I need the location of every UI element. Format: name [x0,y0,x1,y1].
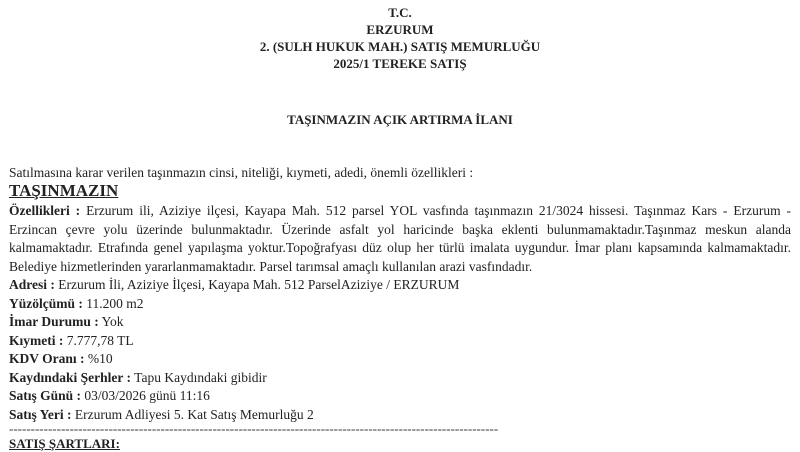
field-value: Erzurum Adliyesi 5. Kat Satış Memurluğu 2 [74,406,314,422]
field-label: KDV Oranı : [9,351,85,366]
header-line-tc: T.C. [388,5,412,20]
field-value: 11.200 m2 [86,295,144,311]
field-label: Kaydındaki Şerhler : [9,369,132,385]
field-adres [9,276,791,295]
field-label: İmar Durumu : [9,314,99,329]
header-line-office: 2. (SULH HUKUK MAH.) SATIŞ MEMURLUĞU [259,39,541,54]
property-details [9,202,791,424]
field-value: Yok [101,314,124,329]
field-ozellikler [9,202,791,276]
header-line-case: 2025/1 TEREKE SATIŞ [333,56,467,71]
field-label: Adresi : [9,277,55,292]
field-value: 7.777,78 TL [66,332,134,348]
dashed-separator: ----------------------------------------------------------------------------------------------------------------- [9,421,499,436]
header-line-city: ERZURUM [366,22,434,37]
field-label: Özellikleri : [9,203,81,218]
sale-terms-heading: SATIŞ ŞARTLARI: [9,436,120,451]
field-value: Erzurum ili, Aziziye ilçesi, Kayapa Mah. 512 parsel YOL vasfında taşınmazın 21/3024 hissesi. Taşınmaz Kars - Erzurum - Erzincan çevre yolu üzerinde bulunmaktadır. Üzerinde asfalt yol haricinde başka eklenti bulunmamaktadır.Taşınmaz meskun alanda kalmamaktadır. Etrafında genel yapılaşma yoktur.Topoğrafyası düz olup her türlü imalata uygundur. İmar planı kapsamında kalmamaktadır. Belediye hizmetlerinden yararlanmamaktadır. Parsel tarımsal amaçlı kullanılan arazi vasfındadır. [9,203,791,274]
field-kayit [9,369,791,388]
section-heading: TAŞINMAZIN [9,181,119,200]
notice-title: TAŞINMAZIN AÇIK ARTIRMA İLANI [287,112,513,127]
field-kiymeti [9,332,791,351]
field-label: Satış Günü : [9,388,82,403]
field-value: Erzurum İli, Aziziye İlçesi, Kayapa Mah. 512 ParselAziziye / ERZURUM [58,277,460,292]
field-label: Yüzölçümü : [9,295,83,311]
field-label: Kıymeti : [9,332,64,348]
field-value: 03/03/2026 günü 11:16 [84,388,210,403]
field-imar [9,313,791,332]
field-yuzolcumu [9,295,791,314]
field-satis-gunu [9,387,791,406]
field-value: %10 [87,351,113,366]
field-label: Satış Yeri : [9,406,72,422]
field-value: Tapu Kaydındaki gibidir [134,369,267,385]
document-header [0,4,800,72]
intro-text: Satılmasına karar verilen taşınmazın cinsi, niteliği, kıymeti, adedi, önemli özellikleri : [9,165,474,180]
field-kdv [9,350,791,369]
